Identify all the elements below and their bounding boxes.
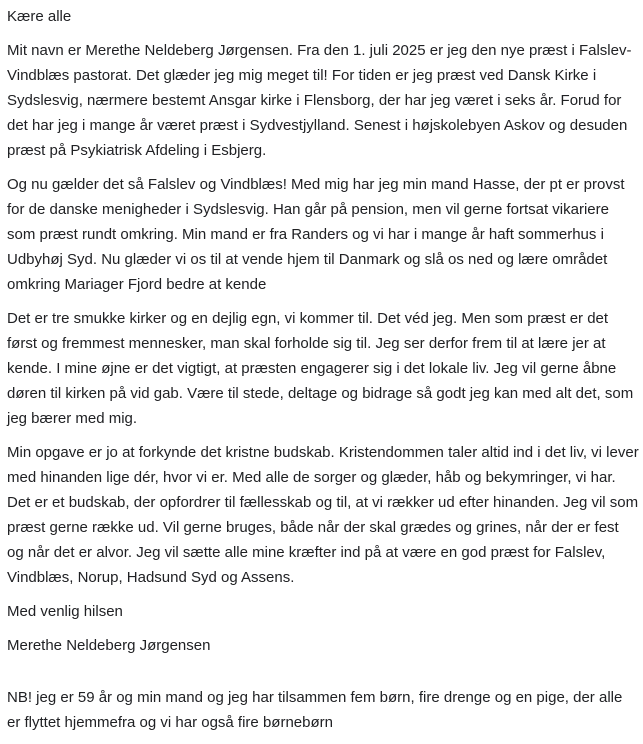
greeting: Kære alle [7,8,72,25]
paragraph-introduction: Mit navn er Merethe Neldeberg Jørgensen. Fra den 1. juli 2025 er jeg den nye præst i Falslev-Vindblæs pastorat. Det glæder jeg mig meget til! For tiden er jeg præst ved Dansk Kirke i Sydslesvig, nærmere bestemt Ansgar kirke i Flensborg, der har jeg været i seks år. Forud for det har jeg i mange år været præst i Sydvestjylland. Senest i højskolebyen Askov og desuden præst på Psykiatrisk Afdeling i Esbjerg. [7,42,632,159]
paragraph-mission: Min opgave er jo at forkynde det kristne budskab. Kristendommen taler altid ind i det liv, vi lever med hinanden lige dér, hvor vi er. Med alle de sorger og glæder, håb og bekymringer, vi har. Det er et budskab, der opfordrer til fællesskab og til, at vi rækker ud efter hinanden. Jeg vil som præst gerne række ud. Vil gerne bruges, både når der skal grædes og grines, når der er fest og når det er alvor. Jeg vil sætte alle mine kræfter ind på at være en god præst for Falslev, Vindblæs, Norup, Hadsund Syd og Assens. [7,444,639,586]
letter-body [7,4,639,744]
signature: Merethe Neldeberg Jørgensen [7,637,211,654]
paragraph-family: Og nu gælder det så Falslev og Vindblæs! Med mig har jeg min mand Hasse, der pt er provst for de danske menigheder i Sydslesvig. Han går på pension, men vil gerne fortsat vikariere som præst rundt omkring. Min mand er fra Randers og vi har i mange år haft sommerhus i Udbyhøj Syd. Nu glæder vi os til at vende hjem til Danmark og slå os ned og lære området omkring Mariager Fjord bedre at kende [7,176,625,293]
closing: Med venlig hilsen [7,603,123,620]
postscript: NB! jeg er 59 år og min mand og jeg har tilsammen fem børn, fire drenge og en pige, der alle er flyttet hjemmefra og vi har også fire børnebørn [7,689,623,731]
paragraph-parish: Det er tre smukke kirker og en dejlig egn, vi kommer til. Det véd jeg. Men som præst er det først og fremmest mennesker, man skal forholde sig til. Jeg ser derfor frem til at lære jer at kende. I mine øjne er det vigtigt, at præsten engagerer sig i det lokale liv. Jeg vil gerne åbne døren til kirken på vid gab. Være til stede, deltage og bidrage så godt jeg kan med alt det, som jeg bærer med mig. [7,310,634,427]
